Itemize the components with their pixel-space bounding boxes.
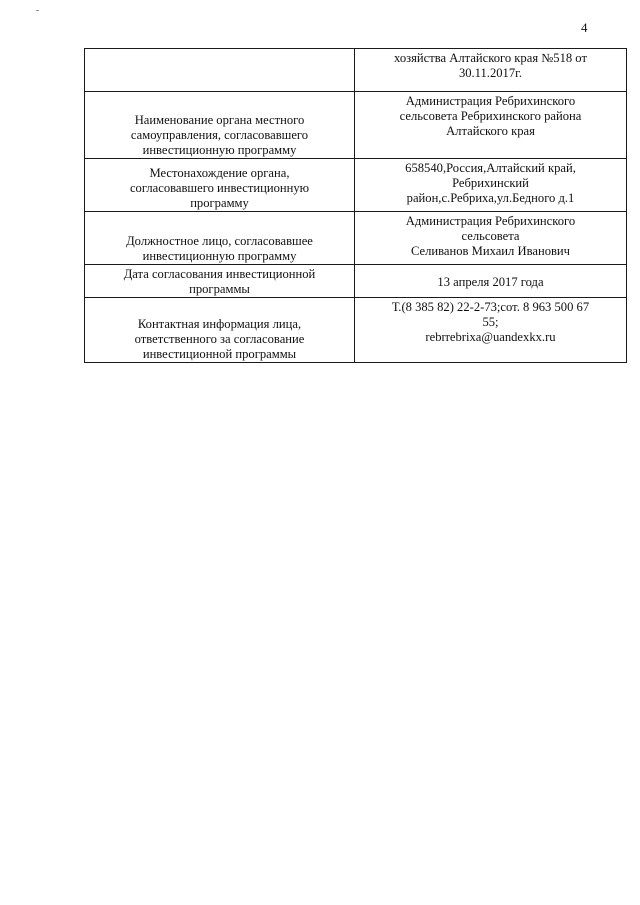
scan-speck — [36, 10, 39, 11]
cell-line: 13 апреля 2017 года — [437, 274, 544, 289]
investment-program-table — [84, 48, 627, 363]
cell-line: 55; — [482, 315, 499, 329]
cell-line: Ребрихинский — [452, 176, 529, 190]
table-cell-value — [355, 92, 627, 159]
cell-line: 658540,Россия,Алтайский край, — [405, 161, 576, 175]
table-cell-label — [85, 49, 355, 92]
table-row-approving-body-location — [85, 159, 627, 212]
table-row-contact-info — [85, 298, 627, 363]
table-cell-value — [355, 49, 627, 92]
cell-line: Наименование органа местного — [134, 113, 305, 127]
cell-line: Селиванов Михаил Иванович — [410, 244, 571, 258]
cell-line: Алтайского края — [446, 124, 535, 138]
cell-line: Дата согласования инвестиционной — [123, 267, 316, 281]
cell-line: инвестиционную программу — [142, 249, 297, 263]
cell-line: rebrrebrixa@uandexkx.ru — [425, 330, 556, 344]
table-cell-value — [355, 212, 627, 265]
table-row-approving-official — [85, 212, 627, 265]
cell-line: Т.(8 385 82) 22-2-73;сот. 8 963 500 67 — [391, 300, 590, 314]
cell-line: программы — [189, 282, 250, 296]
cell-line: Местонахождение органа, — [149, 166, 290, 180]
table-cell-label — [85, 298, 355, 363]
cell-line: район,с.Ребриха,ул.Бедного д.1 — [406, 191, 575, 205]
cell-line: сельсовета Ребрихинского района — [399, 109, 582, 123]
table-cell-value — [355, 298, 627, 363]
cell-line: сельсовета — [461, 229, 520, 243]
cell-line: самоуправления, согласовавшего — [130, 128, 309, 142]
cell-line: Должностное лицо, согласовавшее — [126, 234, 313, 248]
table-cell-value — [355, 265, 627, 298]
page-number: 4 — [581, 20, 588, 35]
cell-line: хозяйства Алтайского края №518 от — [394, 51, 587, 65]
table-cell-value — [355, 159, 627, 212]
table-cell-label — [85, 265, 355, 298]
table-row-approving-body-name — [85, 92, 627, 159]
cell-line: ответственного за согласование — [134, 332, 305, 346]
cell-line: инвестиционной программы — [142, 347, 297, 361]
table-cell-label — [85, 159, 355, 212]
table-row-ministry-order — [85, 49, 627, 92]
cell-line: Администрация Ребрихинского — [405, 214, 576, 228]
cell-line: программу — [190, 196, 249, 210]
cell-line: согласовавшего инвестиционную — [129, 181, 310, 195]
table-row-approval-date — [85, 265, 627, 298]
cell-line: инвестиционную программу — [142, 143, 297, 157]
cell-line: Администрация Ребрихинского — [405, 94, 576, 108]
table-cell-label — [85, 212, 355, 265]
cell-line: 30.11.2017г. — [458, 66, 523, 80]
cell-line: Контактная информация лица, — [137, 317, 302, 331]
table-cell-label — [85, 92, 355, 159]
